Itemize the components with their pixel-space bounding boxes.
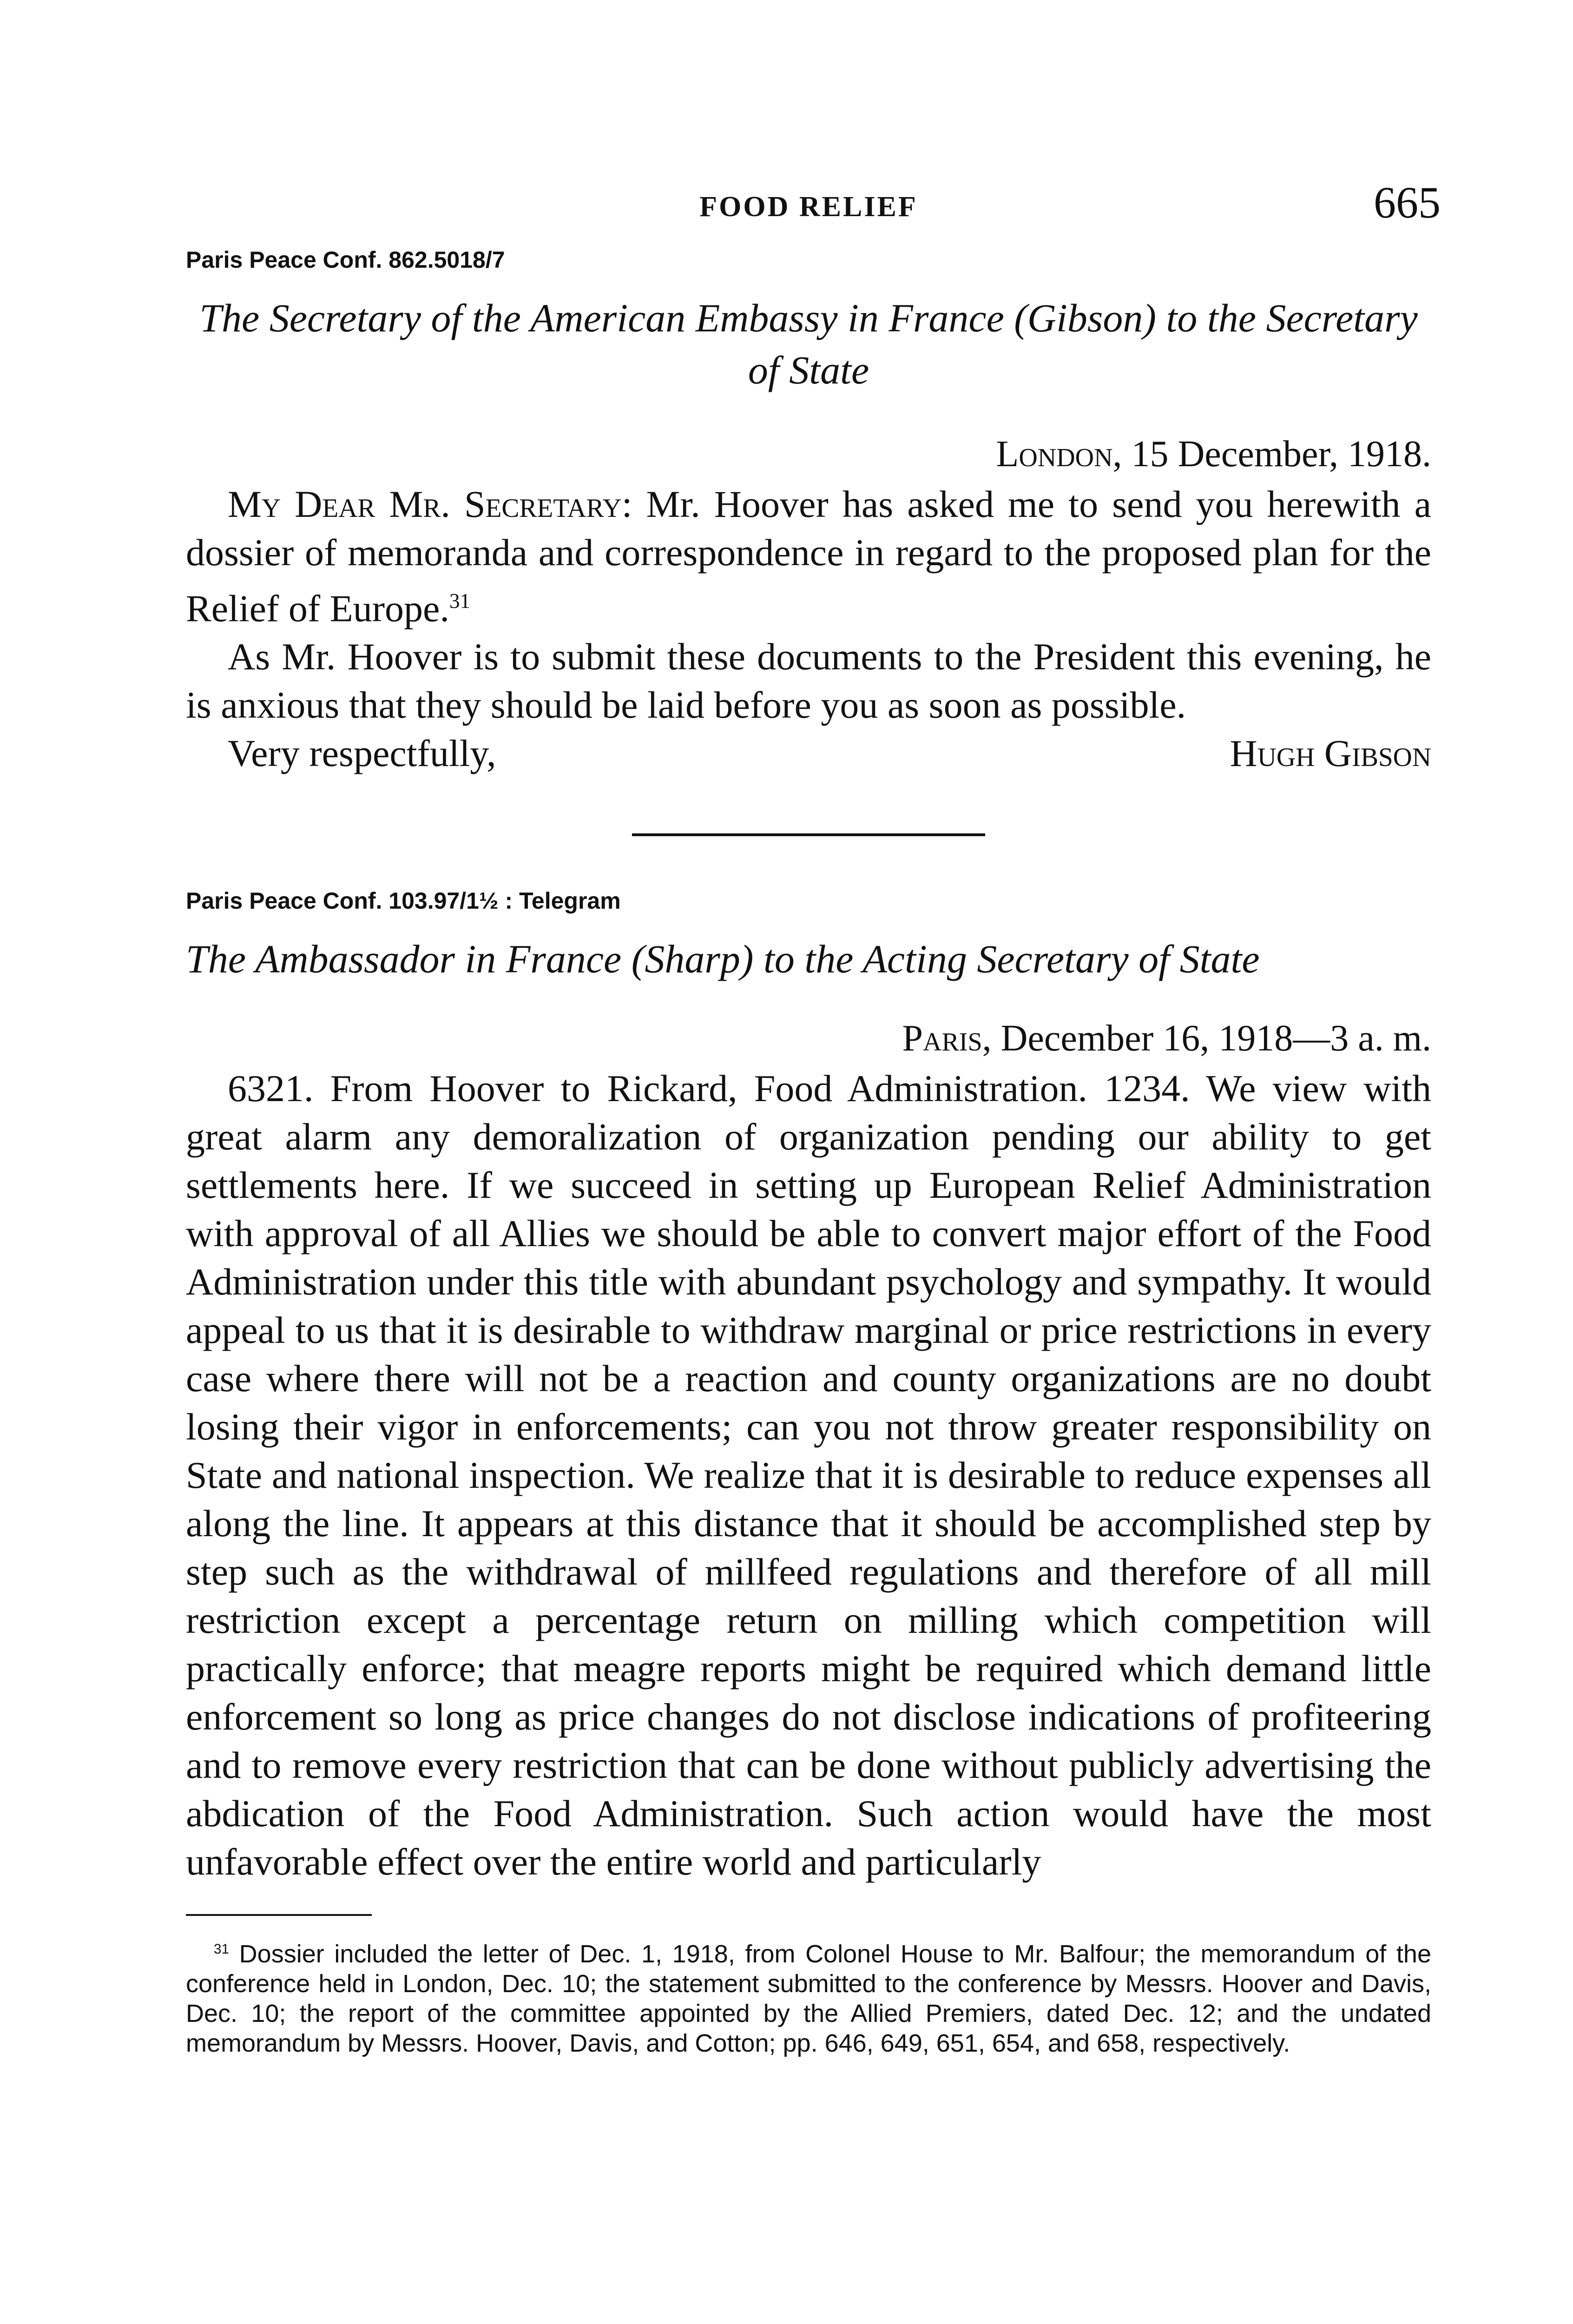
closing: Very respectfully, — [228, 732, 496, 775]
section-divider — [632, 833, 985, 836]
document-title-2: The Ambassador in France (Sharp) to the Acting Secretary of State — [186, 937, 1260, 982]
footnote-text: Dossier included the letter of Dec. 1, 1918, from Colonel House to Mr. Balfour; the memorandum of the conference held in London, Dec. 10; the statement submitted to the conference by Messrs. Hoover and Davis, Dec. 10; the report of the committee appointed by the Allied Premiers, dated Dec. 12; and the undated memorandum by Messrs. Hoover, Davis, and Cotton; pp. 646, 649, 651, 654, and 658, respectively. — [186, 1940, 1431, 2058]
file-reference-1: Paris Peace Conf. 862.5018/7 — [186, 247, 505, 273]
footnote-rule — [186, 1914, 372, 1916]
footnote — [186, 1934, 1431, 2058]
signature: Hugh Gibson — [1230, 732, 1431, 775]
paragraph-text: : Mr. Hoover has asked me to send you herewith a dossier of memoranda and correspondence in regard to the proposed plan for the Relief of Europe. — [186, 483, 1431, 630]
running-head — [186, 177, 1441, 228]
footnote-marker: 31 — [449, 589, 471, 613]
letter-paragraph-1 — [186, 480, 1431, 633]
file-reference-2: Paris Peace Conf. 103.97/1½ : Telegram — [186, 888, 621, 914]
letter-paragraph-2: As Mr. Hoover is to submit these documents to the President this evening, he is anxious that they should be laid before you as soon as possible. — [186, 635, 1431, 726]
signoff — [186, 729, 1431, 778]
page-number: 665 — [1374, 178, 1441, 227]
dateline-place: Paris — [902, 1018, 982, 1059]
telegram-body: 6321. From Hoover to Rickard, Food Administration. 1234. We view with great alarm any demoralization of organization pending our ability to get settlements here. If we succeed in setting up European Relief Administration with approval of all Allies we should be able to convert major effort of the Food Administration under this title with abundant psychology and sympathy. It would appeal to us that it is desirable to withdraw marginal or price restrictions in every case where there will not be a reaction and county organizations are no doubt losing their vigor in enforcements; can you not throw greater responsibility on State and national inspection. We realize that it is desirable to reduce expenses all along the line. It appears at this distance that it should be accomplished step by step such as the withdrawal of millfeed regulations and therefore of all mill restriction except a percentage return on milling which competition will practically enforce; that meagre reports might be required which demand little enforcement so long as price changes do not disclose indications of profiteering and to remove every restriction that can be done without publicly advertising the abdication of the Food Administration. Such action would have the most unfavorable effect over the entire world and particularly — [186, 1067, 1431, 1883]
document-title-1: The Secretary of the American Embassy in France (Gibson) to the Secretary of State — [199, 296, 1418, 392]
dateline-date: , 15 December, 1918. — [1112, 434, 1431, 475]
running-title: FOOD RELIEF — [699, 191, 918, 223]
document-page — [186, 177, 1441, 2058]
dateline-date: , December 16, 1918—3 a. m. — [982, 1018, 1431, 1059]
dateline-place: London — [996, 434, 1113, 475]
dateline-2 — [186, 1017, 1431, 1060]
footnote-mark: 31 — [214, 1941, 230, 1957]
salutation: My Dear Mr. Secretary — [228, 483, 622, 525]
dateline-1 — [186, 433, 1431, 475]
